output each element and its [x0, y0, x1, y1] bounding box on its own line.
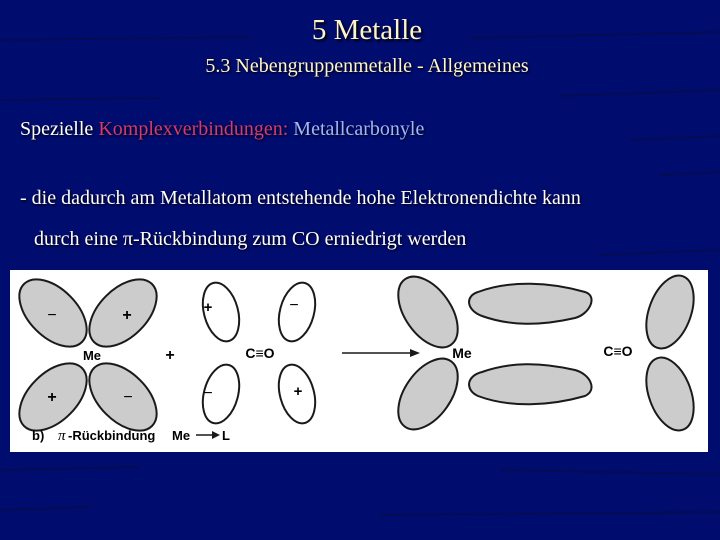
paragraph-line-1: - die dadurch am Metallatom entstehende hohe Elektronendichte kann [20, 187, 581, 209]
co-label-right: C≡O [603, 343, 633, 359]
sign-top-left: − [47, 307, 57, 324]
orbital-diagram [10, 270, 708, 452]
figure-caption [32, 428, 230, 444]
bond-lobe-bottom-right [637, 351, 702, 437]
metal-label: Me [82, 348, 102, 363]
bond-lobe-top-banana [469, 284, 591, 324]
co-sign-top-left: + [203, 299, 213, 316]
caption-l: L [222, 428, 230, 443]
caption-arrowhead [212, 431, 220, 439]
bond-lobe-bottom-banana [469, 364, 591, 404]
slide-subtitle: 5.3 Nebengruppenmetalle - Allgemeines [205, 55, 529, 77]
heading-metal-carbonyls: Metallcarbonyle [293, 118, 425, 140]
bond-lobe-bottom-left [386, 348, 470, 440]
plus-operator: + [165, 347, 175, 364]
caption-text: -Rückbindung [68, 428, 156, 443]
sign-bottom-right: − [123, 389, 133, 406]
co-label-left: C≡O [245, 345, 275, 361]
heading-complex-compounds: Komplexverbindungen: [98, 118, 294, 140]
section-heading [20, 118, 424, 141]
reaction-arrow [342, 349, 420, 357]
co-sign-top-right: − [289, 297, 299, 314]
sign-top-right: + [122, 307, 132, 324]
co-sign-bottom-left: − [203, 385, 213, 402]
slide-title: 5 Metalle [311, 14, 423, 46]
caption-pi: π [58, 428, 66, 444]
bond-lobe-top-right [637, 270, 702, 355]
bonding-orbital [386, 270, 703, 440]
caption-b-label: b) [32, 428, 45, 443]
caption-me: Me [172, 428, 191, 443]
paragraph-line-2: durch eine π-Rückbindung zum CO erniedrigt werden [34, 228, 467, 250]
co-sign-bottom-right: + [293, 383, 303, 400]
sign-bottom-left: + [47, 389, 57, 406]
metal-label-product: Me [452, 345, 472, 361]
heading-prefix: Spezielle [20, 118, 99, 140]
